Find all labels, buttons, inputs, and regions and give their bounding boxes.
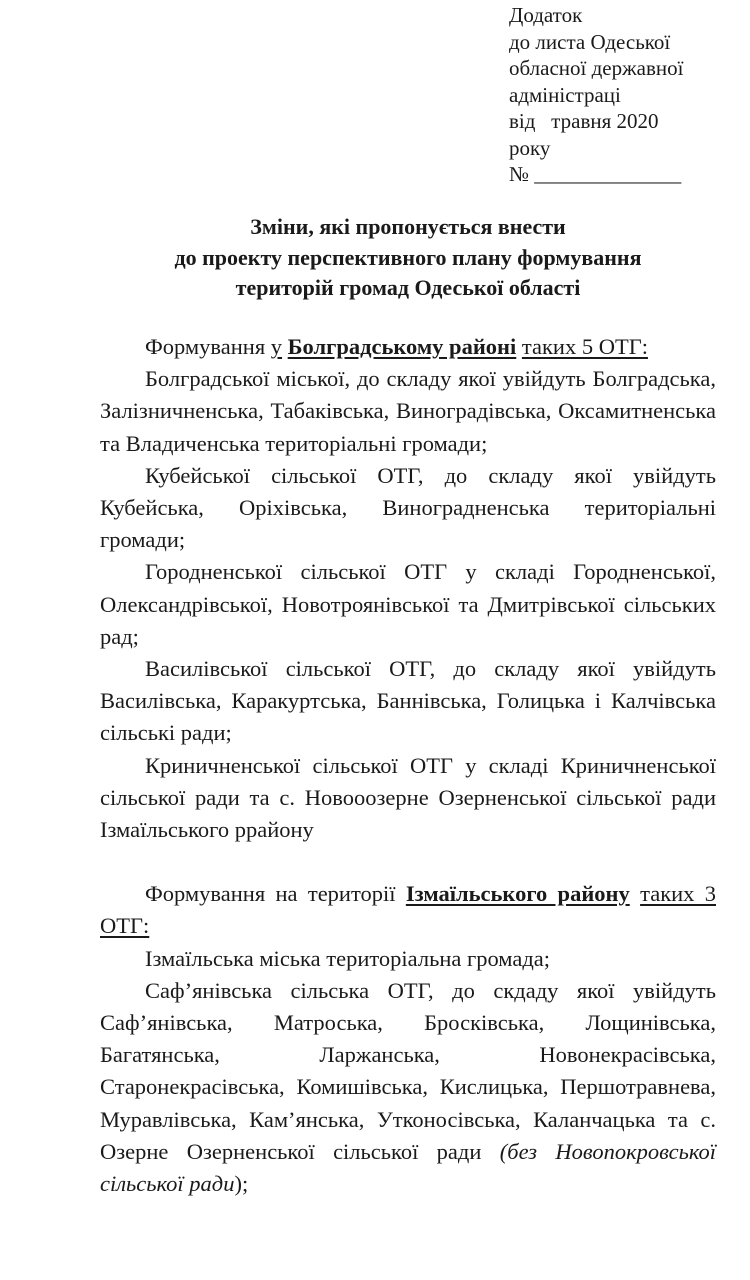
attachment-line: обласної державної [509, 56, 684, 80]
list-item [100, 975, 716, 1200]
section2-intro-post: таких 3 ОТГ: [100, 881, 716, 939]
attachment-line: року [509, 135, 551, 160]
section1-intro-u: у [270, 334, 283, 359]
list-item-end: ); [234, 1171, 249, 1197]
title-line-2: до проекту перспективного плану формування [174, 244, 642, 270]
title-line-3: територій громад Одеської області [235, 275, 581, 300]
document-title [100, 212, 716, 304]
section2-intro [100, 878, 716, 942]
list-item: Криничненської сільської ОТГ у складі Криничненської сільської ради та с. Новооозерне Озерненської сільської ради Ізмаїльського ррайону [100, 752, 716, 843]
list-item: Городненської сільської ОТГ у складі Городненської, Олександрівської, Новотроянівської та Дмитрівської сільських рад; [100, 559, 716, 649]
list-item-text: Саф’янівська сільська ОТГ, до скдаду якої увійдуть Саф’янівська, Матроська, Бросківська, Лощинівська, Багатянська, Ларжанська, Новонекрасівська, Старонекрасівська, Комишівська, Кислицька, Першотравнева, Муравлівська, Кам’янська, Утконосівська, Каланчацька та с. Озерне Озерненської сільської ради [100, 977, 716, 1164]
section-gap [100, 846, 716, 878]
list-item: Кубейської сільської ОТГ, до складу якої увійдуть Кубейська, Оріхівська, Виноградненська територіальні громади; [100, 462, 716, 553]
list-item: Болградської міської, до складу якої увійдуть Болградська, Залізничненська, Табаківська, Виноградівська, Оксамитненська та Владиченська територіальні громади; [100, 366, 716, 456]
title-line-1: Зміни, які пропонується внести [250, 214, 566, 239]
attachment-line: до листа Одеської [509, 29, 671, 54]
list-item: Ізмаїльська міська територіальна громада; [145, 945, 551, 971]
section2-district: Ізмаїльського району [405, 881, 630, 907]
attachment-line: Додаток [509, 3, 583, 27]
section1-district: Болградському районі [287, 334, 517, 359]
section2-intro-pre: Формування на території [145, 881, 406, 907]
attachment-line: № ______________ [509, 162, 682, 186]
section1-intro-post: таких 5 ОТГ: [521, 334, 648, 359]
attachment-line: від травня 2020 [509, 109, 659, 133]
list-item-italic-note: (без Новопокровської сільської ради [100, 1138, 716, 1197]
document-body [100, 331, 716, 1200]
list-item: Василівської сільської ОТГ, до складу якої увійдуть Василівська, Каракуртська, Баннівська, Голицька і Калчівська сільські ради; [100, 656, 716, 746]
attachment-header [509, 2, 739, 188]
attachment-line: адміністраці [509, 82, 621, 107]
section1-intro-pre: Формування [145, 334, 271, 359]
section1-intro [100, 331, 716, 363]
